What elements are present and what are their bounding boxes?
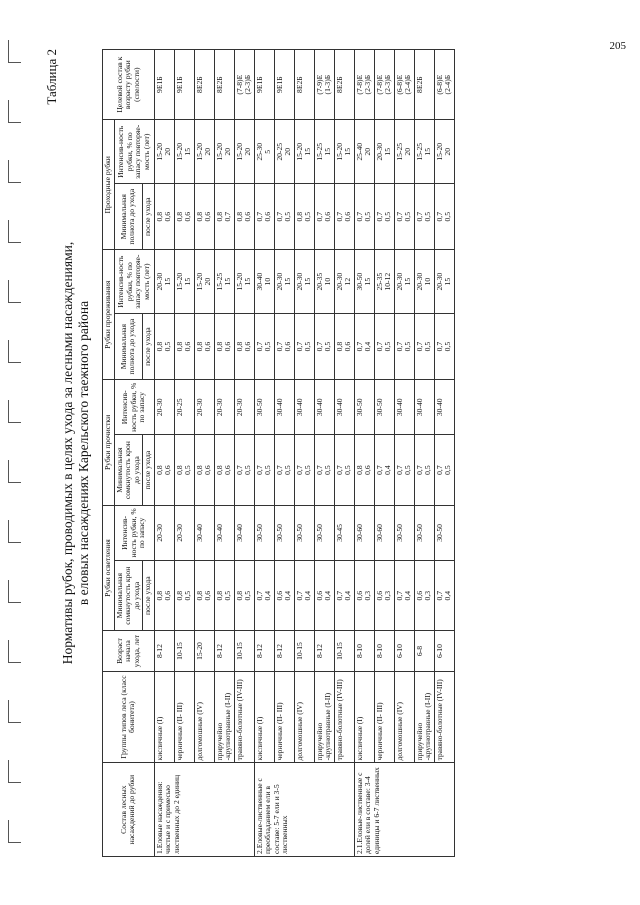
target-cell: 9Е1Б	[174, 49, 194, 119]
clearing-min-cell: 0,6 0,3	[414, 560, 434, 630]
table-row	[374, 49, 394, 856]
passage-min-cell: 0,8 0,7	[214, 183, 234, 249]
cleaning-int-cell: 30-40	[274, 379, 294, 434]
header-cleaning-int: Интенсив-ность рубки, % по запасу	[114, 379, 154, 434]
header-passage-after: после ухода	[143, 183, 155, 249]
cleaning-min-cell: 0,8 0,6	[354, 434, 374, 504]
passage-min-cell: 0,7 0,5	[394, 183, 414, 249]
passage-int-cell: 15-20 20	[194, 119, 214, 183]
cleaning-min-cell: 0,8 0,5	[174, 434, 194, 504]
bonitet-group-cell: черничные (II- III)	[174, 671, 194, 763]
header-thinning-min: Минимальная полнота до ухода	[114, 313, 143, 379]
cleaning-int-cell: 30-50	[354, 379, 374, 434]
bonitet-group-cell: приручейно -крупнотравные (I-II)	[214, 671, 234, 763]
header-clearing-int: Интенсив-ность рубки, % по запасу	[114, 505, 154, 560]
clearing-int-cell: 30-50	[394, 505, 414, 560]
header-passage: Проходные рубки	[103, 119, 115, 249]
binder-marks	[8, 0, 28, 905]
header-bonitet-group: Группы типов леса (класс бонитета)	[103, 671, 155, 763]
passage-min-cell: 0,7 0,5	[274, 183, 294, 249]
clearing-int-cell: 30-50	[274, 505, 294, 560]
table-row	[434, 49, 454, 856]
passage-min-cell: 0,7 0,5	[414, 183, 434, 249]
age-cell: 10-15	[234, 630, 254, 670]
passage-int-cell: 20-25 20	[274, 119, 294, 183]
bonitet-group-cell: травяно-болотные (IV-III)	[334, 671, 354, 763]
norms-table	[102, 49, 455, 857]
clearing-int-cell: 30-40	[234, 505, 254, 560]
passage-min-cell: 0,8 0,6	[194, 183, 214, 249]
thinning-int-cell: 20-30 15	[154, 249, 174, 313]
table-row	[214, 49, 234, 856]
clearing-int-cell: 20-30	[174, 505, 194, 560]
clearing-min-cell: 0,8 0,6	[194, 560, 214, 630]
cleaning-min-cell: 0,7 0,5	[294, 434, 314, 504]
table-title	[60, 43, 91, 863]
title-line-2: в еловых насаждениях Карельского таежного района	[75, 300, 91, 605]
clearing-min-cell: 0,7 0,4	[294, 560, 314, 630]
thinning-min-cell: 0,8 0,6	[334, 313, 354, 379]
cleaning-int-cell: 20-30	[194, 379, 214, 434]
header-passage-int: Интенсив-ность рубки, % по запасу повторяе-мость (лет)	[114, 119, 154, 183]
cleaning-min-cell: 0,7 0,5	[254, 434, 274, 504]
target-cell: 9Е1Б	[154, 49, 174, 119]
passage-int-cell: 25-40 20	[354, 119, 374, 183]
target-cell: (7-8)Е (2-3)Б	[374, 49, 394, 119]
header-cleaning-min: Минимальная сомкнутость крон до ухода	[114, 434, 143, 504]
header-age: Возраст начала ухода, лет	[103, 630, 155, 670]
thinning-min-cell: 0,8 0,5	[154, 313, 174, 379]
thinning-int-cell: 20-30 15	[274, 249, 294, 313]
target-cell: 8Е2Б	[414, 49, 434, 119]
passage-int-cell: 20-30 15	[374, 119, 394, 183]
header-thinning-after: после ухода	[143, 313, 155, 379]
header-composition: Состав лесных насаждений до рубки	[103, 762, 155, 856]
table-row	[154, 49, 174, 856]
thinning-int-cell: 20-30 15	[294, 249, 314, 313]
header-clearing-after: после ухода	[143, 560, 155, 630]
table-row	[334, 49, 354, 856]
age-cell: 8-12	[214, 630, 234, 670]
bonitet-group-cell: кисличные (I)	[154, 671, 174, 763]
clearing-min-cell: 0,7 0,4	[254, 560, 274, 630]
table-row	[414, 49, 434, 856]
age-cell: 8-12	[254, 630, 274, 670]
cleaning-int-cell: 30-40	[394, 379, 414, 434]
target-cell: 8Е2Б	[214, 49, 234, 119]
thinning-min-cell: 0,8 0,6	[174, 313, 194, 379]
target-cell: (7-8)Е (2-3)Б	[234, 49, 254, 119]
passage-min-cell: 0,8 0,6	[234, 183, 254, 249]
table-row	[254, 49, 274, 856]
header-cleaning: Рубки прочистки	[103, 379, 115, 505]
thinning-min-cell: 0,7 0,5	[414, 313, 434, 379]
bonitet-group-cell: травяно-болотные (IV-III)	[234, 671, 254, 763]
clearing-min-cell: 0,6 0,4	[314, 560, 334, 630]
clearing-min-cell: 0,8 0,5	[174, 560, 194, 630]
thinning-min-cell: 0,7 0,4	[354, 313, 374, 379]
passage-min-cell: 0,8 0,5	[294, 183, 314, 249]
cleaning-int-cell: 20-30	[154, 379, 174, 434]
cleaning-int-cell: 30-40	[334, 379, 354, 434]
thinning-min-cell: 0,7 0,5	[394, 313, 414, 379]
age-cell: 8-10	[354, 630, 374, 670]
thinning-min-cell: 0,8 0,6	[194, 313, 214, 379]
table-label: Таблица 2	[44, 48, 59, 105]
table-row	[314, 49, 334, 856]
bonitet-group-cell: травяно-болотные (IV-III)	[434, 671, 454, 763]
thinning-int-cell: 20-30 10	[414, 249, 434, 313]
header-clearing: Рубки осветления	[103, 505, 115, 631]
header-target: Целевой состав к возрасту рубки (спелости)	[103, 49, 155, 119]
clearing-int-cell: 30-50	[314, 505, 334, 560]
thinning-int-cell: 25-35 10-12	[374, 249, 394, 313]
passage-int-cell: 15-20 15	[334, 119, 354, 183]
thinning-int-cell: 15-25 15	[214, 249, 234, 313]
bonitet-group-cell: долгомошные (IV)	[394, 671, 414, 763]
cleaning-int-cell: 30-40	[434, 379, 454, 434]
age-cell: 8-12	[274, 630, 294, 670]
cleaning-int-cell: 30-50	[374, 379, 394, 434]
cleaning-min-cell: 0,7 0,5	[334, 434, 354, 504]
clearing-min-cell: 0,8 0,6	[154, 560, 174, 630]
age-cell: 15-20	[194, 630, 214, 670]
age-cell: 10-15	[334, 630, 354, 670]
composition-cell: 1.Еловые насаждения: чистые и с примесью лиственных до 2 единиц	[154, 762, 254, 856]
age-cell: 6-10	[394, 630, 414, 670]
cleaning-min-cell: 0,7 0,5	[274, 434, 294, 504]
cleaning-min-cell: 0,7 0,5	[314, 434, 334, 504]
cleaning-int-cell: 30-40	[294, 379, 314, 434]
clearing-min-cell: 0,6 0,3	[374, 560, 394, 630]
thinning-min-cell: 0,7 0,5	[294, 313, 314, 379]
age-cell: 10-15	[174, 630, 194, 670]
table-row	[394, 49, 414, 856]
table-row	[194, 49, 214, 856]
target-cell: 8Е2Б	[294, 49, 314, 119]
cleaning-min-cell: 0,7 0,5	[434, 434, 454, 504]
thinning-int-cell: 30-40 10	[254, 249, 274, 313]
header-thinning-int: Интенсив-ность рубки, % по запасу повторяе-мость (лет)	[114, 249, 154, 313]
target-cell: 9Е1Б	[274, 49, 294, 119]
clearing-min-cell: 0,7 0,4	[394, 560, 414, 630]
bonitet-group-cell: приручейно -крупнотравные (I-II)	[314, 671, 334, 763]
rotated-page-content	[40, 43, 600, 863]
thinning-int-cell: 20-35 10	[314, 249, 334, 313]
cleaning-int-cell: 20-30	[234, 379, 254, 434]
age-cell: 6-8	[414, 630, 434, 670]
clearing-int-cell: 20-30	[154, 505, 174, 560]
target-cell: (7-8)Е (2-3)Б	[354, 49, 374, 119]
cleaning-min-cell: 0,7 0,5	[414, 434, 434, 504]
passage-int-cell: 15-20 20	[434, 119, 454, 183]
age-cell: 8-10	[374, 630, 394, 670]
table-row	[234, 49, 254, 856]
passage-min-cell: 0,7 0,5	[374, 183, 394, 249]
bonitet-group-cell: приручейно -крупнотравные (I-II)	[414, 671, 434, 763]
clearing-int-cell: 30-50	[294, 505, 314, 560]
cleaning-int-cell: 20-30	[214, 379, 234, 434]
passage-min-cell: 0,8 0,6	[174, 183, 194, 249]
composition-cell: 2.Еловые-лиственные с преобладанием ели в составе: 5-7 ели и 3-5 лиственных	[254, 762, 354, 856]
passage-min-cell: 0,8 0,6	[154, 183, 174, 249]
passage-int-cell: 15-25 20	[394, 119, 414, 183]
clearing-int-cell: 30-45	[334, 505, 354, 560]
cleaning-int-cell: 30-50	[254, 379, 274, 434]
thinning-min-cell: 0,8 0,6	[234, 313, 254, 379]
target-cell: (7-9)Е (1-3)Б	[314, 49, 334, 119]
header-clearing-min: Минимальная сомкнутость крон до ухода	[114, 560, 143, 630]
cleaning-int-cell: 30-40	[414, 379, 434, 434]
page-number: 205	[609, 40, 626, 52]
bonitet-group-cell: долгомошные (IV)	[294, 671, 314, 763]
age-cell: 10-15	[294, 630, 314, 670]
composition-cell: 2.1.Еловые-лиственные с долей ели в составе: 3-4 единицы и 6-7 лиственных	[354, 762, 454, 856]
thinning-int-cell: 30-50 15	[354, 249, 374, 313]
table-row	[174, 49, 194, 856]
age-cell: 8-12	[314, 630, 334, 670]
thinning-int-cell: 15-20 15	[234, 249, 254, 313]
clearing-int-cell: 30-40	[194, 505, 214, 560]
cleaning-int-cell: 30-40	[314, 379, 334, 434]
header-passage-min: Минимальная полнота до ухода	[114, 183, 143, 249]
target-cell: 8Е2Б	[334, 49, 354, 119]
clearing-int-cell: 30-50	[434, 505, 454, 560]
age-cell: 8-12	[154, 630, 174, 670]
passage-int-cell: 15-20 20	[234, 119, 254, 183]
clearing-min-cell: 0,6 0,3	[354, 560, 374, 630]
thinning-int-cell: 15-20 20	[194, 249, 214, 313]
passage-int-cell: 25-30 5	[254, 119, 274, 183]
bonitet-group-cell: кисличные (I)	[354, 671, 374, 763]
passage-min-cell: 0,7 0,5	[354, 183, 374, 249]
target-cell: 8Е2Б	[194, 49, 214, 119]
clearing-min-cell: 0,8 0,5	[234, 560, 254, 630]
thinning-min-cell: 0,7 0,6	[274, 313, 294, 379]
passage-min-cell: 0,7 0,6	[254, 183, 274, 249]
cleaning-min-cell: 0,8 0,6	[154, 434, 174, 504]
clearing-int-cell: 30-60	[354, 505, 374, 560]
thinning-int-cell: 20-30 15	[434, 249, 454, 313]
bonitet-group-cell: кисличные (I)	[254, 671, 274, 763]
target-cell: 9Е1Б	[254, 49, 274, 119]
thinning-min-cell: 0,7 0,5	[314, 313, 334, 379]
thinning-min-cell: 0,8 0,6	[214, 313, 234, 379]
header-thinning: Рубки прореживания	[103, 249, 115, 379]
table-row	[294, 49, 314, 856]
target-cell: (6-8)Е (2-4)Б	[394, 49, 414, 119]
table-row	[274, 49, 294, 856]
clearing-int-cell: 30-50	[254, 505, 274, 560]
thinning-int-cell: 20-30 15	[394, 249, 414, 313]
passage-int-cell: 15-20 20	[154, 119, 174, 183]
cleaning-min-cell: 0,7 0,4	[374, 434, 394, 504]
cleaning-min-cell: 0,7 0,5	[234, 434, 254, 504]
thinning-min-cell: 0,7 0,5	[254, 313, 274, 379]
bonitet-group-cell: черничные (II- III)	[374, 671, 394, 763]
bonitet-group-cell: черничные (II- III)	[274, 671, 294, 763]
clearing-min-cell: 0,7 0,4	[434, 560, 454, 630]
header-cleaning-after: после ухода	[143, 434, 155, 504]
clearing-int-cell: 30-60	[374, 505, 394, 560]
thinning-int-cell: 15-20 15	[174, 249, 194, 313]
thinning-min-cell: 0,7 0,5	[374, 313, 394, 379]
target-cell: (6-8)Е (2-4)Б	[434, 49, 454, 119]
thinning-int-cell: 20-30 12	[334, 249, 354, 313]
thinning-min-cell: 0,7 0,5	[434, 313, 454, 379]
cleaning-min-cell: 0,8 0,6	[214, 434, 234, 504]
clearing-min-cell: 0,8 0,5	[214, 560, 234, 630]
table-row	[354, 49, 374, 856]
clearing-int-cell: 30-40	[214, 505, 234, 560]
passage-min-cell: 0,7 0,6	[314, 183, 334, 249]
bonitet-group-cell: долгомошные (IV)	[194, 671, 214, 763]
passage-int-cell: 15-25 15	[414, 119, 434, 183]
passage-int-cell: 15-20 15	[294, 119, 314, 183]
age-cell: 6-10	[434, 630, 454, 670]
cleaning-min-cell: 0,7 0,5	[394, 434, 414, 504]
clearing-min-cell: 0,7 0,4	[334, 560, 354, 630]
cleaning-int-cell: 20-25	[174, 379, 194, 434]
title-line-1: Нормативы рубок, проводимых в целях ухода за лесными насаждениями,	[60, 241, 75, 664]
passage-int-cell: 15-20 15	[174, 119, 194, 183]
clearing-int-cell: 30-50	[414, 505, 434, 560]
passage-int-cell: 15-20 20	[214, 119, 234, 183]
passage-min-cell: 0,7 0,5	[434, 183, 454, 249]
clearing-min-cell: 0,6 0,4	[274, 560, 294, 630]
table-body	[154, 49, 454, 856]
passage-min-cell: 0,7 0,6	[334, 183, 354, 249]
cleaning-min-cell: 0,8 0,6	[194, 434, 214, 504]
passage-int-cell: 15-25 15	[314, 119, 334, 183]
